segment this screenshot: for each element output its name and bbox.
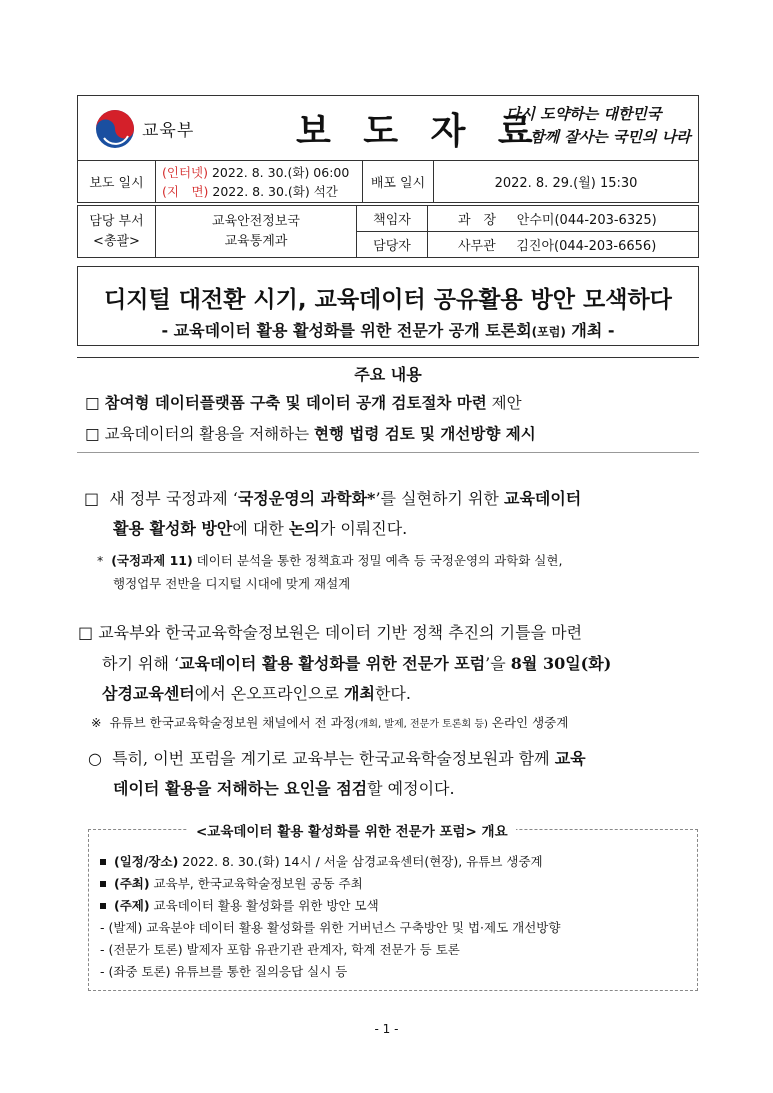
distribution-label: 배포 일시 [363,161,434,203]
footnote-1-line-1: * (국정과제 11) 데이터 분석을 통한 정책효과 정밀 예측 등 국정운영의 과학화 실현, [97,553,563,568]
contact-table [77,205,699,258]
release-times: (인터넷) 2022. 8. 30.(화) 06:00 (지 면) 2022. 8. 30.(화) 석간 [156,161,363,203]
slogan-line-2: 함께 잘사는 국민의 나라 [530,128,691,146]
paragraph-3-line-2: 데이터 활용을 저해하는 요인을 점검할 예정이다. [113,779,455,798]
page-number: - 1 - [374,1022,399,1036]
square-bullet-icon [100,881,106,887]
overview-host: (주최) 교육부, 한국교육학술정보원 공동 주최 [100,874,363,892]
overview-presentation: - (발제) 교육분야 데이터 활용 활성화를 위한 거버넌스 구축방안 및 법·제도 개선방향 [100,920,561,935]
slogan-line-1: 다시 도약하는 대한민국 [506,105,662,123]
overview-topic: (주제) 교육데이터 활용 활성화를 위한 방안 모색 [100,896,379,914]
overview-schedule: (일정/장소) 2022. 8. 30.(화) 14시 / 서울 삼경교육센터(현장), 유튜브 생중계 [100,852,543,870]
paragraph-2-line-3: 삼경교육센터에서 온오프라인으로 개최한다. [102,684,411,703]
summary-item-1: □ 참여형 데이터플랫폼 구축 및 데이터 공개 검토절차 마련 제안 [85,393,522,412]
staff-person: 사무관 김진아(044-203-6656) [428,232,699,258]
summary-title: 주요 내용 [354,365,422,384]
responsible-label: 책임자 [357,206,428,232]
staff-label: 담당자 [357,232,428,258]
paragraph-3-line-1: ○ 특히, 이번 포럼을 계기로 교육부는 한국교육학술정보원과 함께 교육 [88,749,586,768]
headline-sub: - 교육데이터 활용 활성화를 위한 전문가 공개 토론회(포럼) 개최 - [161,321,615,340]
overview-audience-discussion: - (좌중 토론) 유튜브를 통한 질의응답 실시 등 [100,964,348,979]
page-title: 보 도 자 료 [296,111,543,152]
paragraph-1-line-1: □ 새 정부 국정과제 ‘국정운영의 과학화*’를 실현하기 위한 교육데이터 [84,489,582,508]
dept-name: 교육안전정보국 교육통계과 [156,206,357,258]
ministry-emblem-icon [94,108,136,150]
summary-bottom-rule [77,452,699,453]
distribution-time: 2022. 8. 29.(월) 15:30 [434,161,699,203]
release-info-table [77,160,699,203]
headline-main: 디지털 대전환 시기, 교육데이터 공유활용 방안 모색하다 [104,287,672,313]
footnote-2: ※ 유튜브 한국교육학술정보원 채널에서 전 과정(개회, 발제, 전문가 토론회 등) 온라인 생중계 [91,715,569,730]
square-bullet-icon [100,903,106,909]
summary-top-rule [77,357,699,358]
responsible-person: 과 장 안수미(044-203-6325) [428,206,699,232]
square-bullet-icon [100,859,106,865]
paragraph-2-line-1: □ 교육부와 한국교육학술정보원은 데이터 기반 정책 추진의 기틀을 마련 [78,623,583,642]
summary-item-2: □ 교육데이터의 활용을 저해하는 현행 법령 검토 및 개선방향 제시 [85,424,536,443]
dept-label: 담당 부서 <총괄> [78,206,156,258]
paragraph-2-line-2: 하기 위해 ‘교육데이터 활용 활성화를 위한 전문가 포럼’을 8월 30일(화) [102,654,612,673]
ministry-name: 교육부 [142,121,195,141]
footnote-1-line-2: 행정업무 전반을 디지털 시대에 맞게 재설계 [113,576,351,591]
overview-expert-discussion: - (전문가 토론) 발제자 포함 유관기관 관계자, 학계 전문가 등 토론 [100,942,460,957]
release-label: 보도 일시 [78,161,156,203]
paragraph-1-line-2: 활용 활성화 방안에 대한 논의가 이뤄진다. [113,519,408,538]
overview-title: <교육데이터 활용 활성화를 위한 전문가 포럼> 개요 [188,820,516,840]
